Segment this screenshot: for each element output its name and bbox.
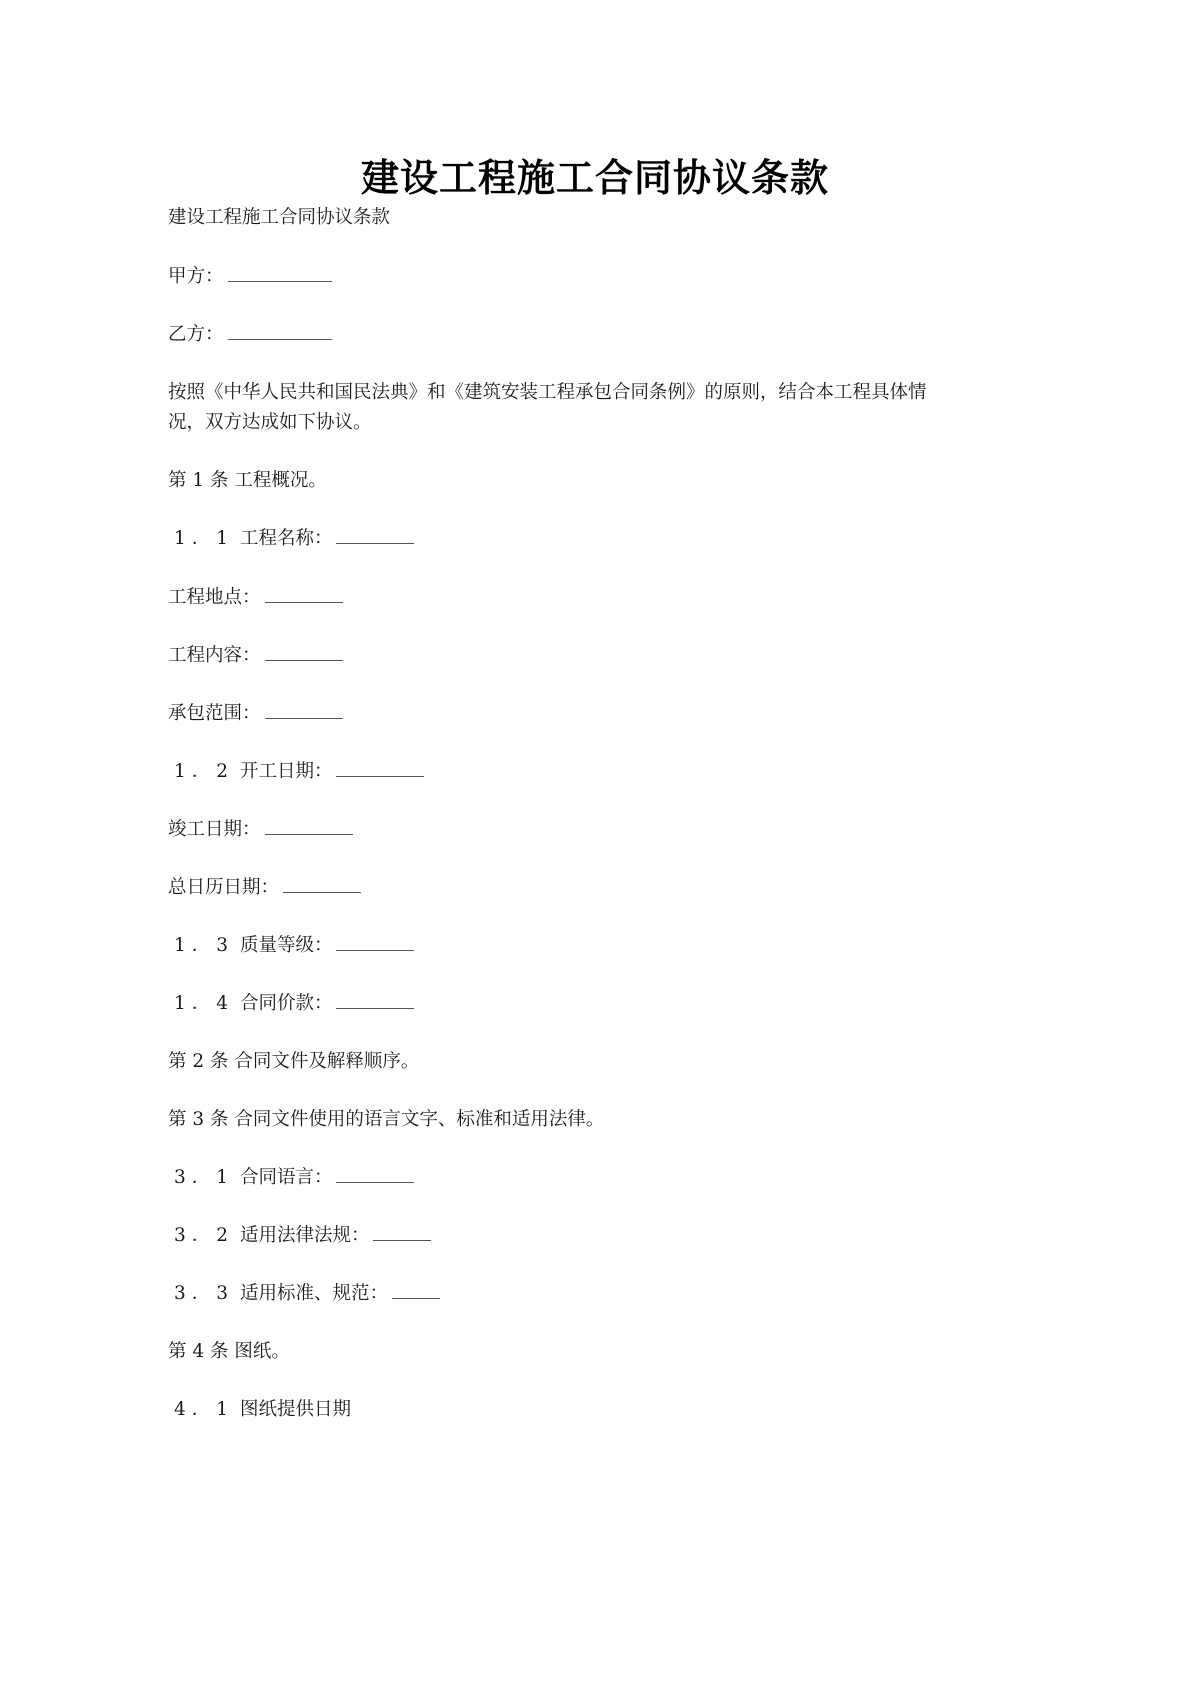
clause-3-1-line [168, 1163, 414, 1193]
clause-label: 合同价款： [239, 993, 333, 1014]
clause-number: 1．3 [174, 935, 235, 956]
clause-label: 质量等级： [239, 935, 333, 956]
clause-number: 3．3 [174, 1283, 235, 1304]
clause-label: 竣工日期： [168, 819, 261, 840]
clause-number: 4．1 [174, 1399, 235, 1420]
clause-3-heading: 第 3 条 合同文件使用的语言文字、标准和适用法律。 [168, 1109, 605, 1130]
clause-3-3-line [168, 1279, 440, 1309]
clause-label: 适用标准、规范： [239, 1283, 388, 1304]
party-b-line [168, 320, 332, 350]
clause-label: 开工日期： [239, 761, 333, 782]
party-a-label: 甲方： [168, 266, 224, 287]
clause-4-heading: 第 4 条 图纸。 [168, 1341, 290, 1362]
clause-label: 合同语言： [239, 1167, 333, 1188]
clause-number: 1．2 [174, 761, 235, 782]
clause-number: 3．2 [174, 1225, 235, 1246]
clause-label: 总日历日期： [168, 877, 280, 898]
clause-number: 1．4 [174, 993, 235, 1014]
applicable-laws-blank[interactable] [373, 1222, 431, 1241]
clause-number: 1．1 [174, 528, 235, 549]
party-b-blank[interactable] [228, 321, 332, 340]
clause-3-2-line [168, 1221, 431, 1251]
contract-scope-blank[interactable] [265, 700, 343, 719]
clause-4-1-line [168, 1395, 351, 1425]
document-title: 建设工程施工合同协议条款 [360, 156, 829, 200]
project-site-blank[interactable] [265, 584, 343, 603]
finish-date-line [168, 815, 353, 845]
clause-label: 承包范围： [168, 703, 261, 724]
calendar-days-blank[interactable] [283, 874, 361, 893]
project-content-line [168, 641, 343, 671]
project-content-blank[interactable] [265, 642, 343, 661]
clause-1-2-line [168, 757, 424, 787]
clause-label: 工程地点： [168, 587, 261, 608]
finish-date-blank[interactable] [265, 816, 353, 835]
clause-label: 工程内容： [168, 645, 261, 666]
clause-1-3-line [168, 931, 414, 961]
clause-label: 工程名称： [239, 528, 333, 549]
project-site-line [168, 583, 343, 613]
clause-1-heading: 第 1 条 工程概况。 [168, 470, 327, 491]
project-name-blank[interactable] [336, 525, 414, 544]
calendar-days-line [168, 873, 361, 903]
contract-language-blank[interactable] [336, 1164, 414, 1183]
contract-price-blank[interactable] [336, 990, 414, 1009]
clause-label: 适用法律法规： [239, 1225, 370, 1246]
party-a-blank[interactable] [228, 263, 332, 282]
party-b-label: 乙方： [168, 324, 224, 345]
party-a-line [168, 262, 332, 292]
clause-1-4-line [168, 989, 414, 1019]
clause-1-1-line [168, 524, 414, 554]
document-subtitle: 建设工程施工合同协议条款 [168, 207, 391, 228]
start-date-blank[interactable] [336, 758, 424, 777]
clause-label: 图纸提供日期 [239, 1399, 351, 1420]
quality-grade-blank[interactable] [336, 932, 414, 951]
contract-scope-line [168, 699, 343, 729]
applicable-standards-blank[interactable] [392, 1280, 440, 1299]
clause-number: 3．1 [174, 1167, 235, 1188]
clause-2-heading: 第 2 条 合同文件及解释顺序。 [168, 1051, 420, 1072]
intro-paragraph: 按照《中华人民共和国民法典》和《建筑安装工程承包合同条例》的原则，结合本工程具体情况，双方达成如下协议。 [168, 382, 927, 433]
